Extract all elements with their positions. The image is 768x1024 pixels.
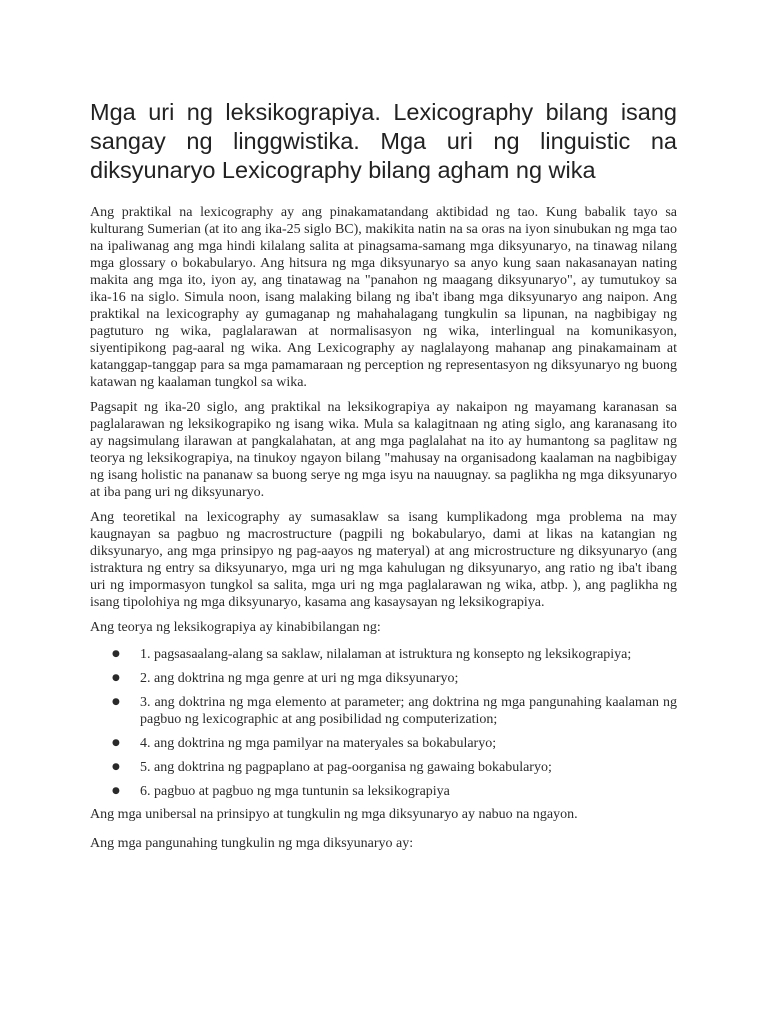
paragraph-universal-principles: Ang mga unibersal na prinsipyo at tungkulin ng mga diksyunaryo ay nabuo na ngayon. — [90, 807, 578, 822]
bullet-icon: ● — [112, 762, 120, 772]
list-intro: Ang teorya ng leksikograpiya ay kinabibilangan ng: — [90, 620, 381, 635]
paragraph-main-functions: Ang mga pangunahing tungkulin ng mga diksyunaryo ay: — [90, 836, 414, 851]
list-item-text: 6. pagbuo at pagbuo ng mga tuntunin sa leksikograpiya — [140, 784, 450, 799]
list-item — [90, 694, 677, 728]
paragraph-theoretical-lexicography: Ang teoretikal na lexicography ay sumasaklaw sa isang kumplikadong mga problema na may kaugnayan sa pagbuo ng macrostructure (pagpili ng bokabularyo, dami at likas na katangian ng diksyunaryo, ang mga prinsipyo ng pag-aayos ng materyal) at ang microstructure ng diksyunaryo (ang istraktura ng entry sa diksyunaryo, mga uri ng mga kahulugan ng diksyunaryo, ang ratio ng iba't ibang uri ng impormasyon tungkol sa salita, mga uri ng mga paglalarawan ng wika, atbp. ), ang paglikha ng isang tipolohiya ng mga diksyunaryo, kasama ang kasaysayan ng leksikograpiya. — [90, 510, 677, 610]
bullet-icon: ● — [112, 786, 120, 796]
list-item-text: 5. ang doktrina ng pagpaplano at pag-oorganisa ng gawaing bokabularyo; — [140, 760, 552, 775]
bullet-icon: ● — [112, 697, 120, 707]
list-item-text: 4. ang doktrina ng mga pamilyar na materyales sa bokabularyo; — [140, 736, 497, 751]
paragraph-twentieth-century: Pagsapit ng ika-20 siglo, ang praktikal na leksikograpiya ay nakaipon ng mayamang karanasan sa paglalarawan ng leksikograpiko ng isang wika. Mula sa kalagitnaan ng ating siglo, ang karanasang ito ay nagsimulang ilarawan at pangkalahatan, at ang mga paglalahat na ito ay humantong sa paglitaw ng teorya ng leksikograpiya, na tinukoy ngayon bilang "mahusay na organisadong kaalaman na nagbibigay ng isang holistic na pananaw sa buong serye ng mga isyu na nauugnay. sa paglikha ng mga diksyunaryo at iba pang uri ng diksyunaryo. — [90, 400, 677, 500]
document-page — [90, 98, 677, 860]
list-item-text: 3. ang doktrina ng mga elemento at parameter; ang doktrina ng mga pangunahing kaalaman ng pagbuo ng lexicographic at ang posibilidad ng computerization; — [140, 695, 677, 727]
list-item — [90, 646, 677, 663]
list-item — [90, 783, 677, 800]
paragraph-practical-lexicography: Ang praktikal na lexicography ay ang pinakamatandang aktibidad ng tao. Kung babalik tayo sa kulturang Sumerian (at ito ang ika-25 siglo BC), makikita natin na sa oras na iyon sinubukan ng mga tao na ipaliwanag ang mga hindi kilalang salita at pinagsama-samang mga diksyunaryo, na tinawag nilang mga glossary o bokabularyo. Ang hitsura ng mga diksyunaryo sa anyo kung saan nakasanayan nating makita ang mga ito, iyon ay, ang tinatawag na "panahon ng maagang diksyunaryo", ay tumutukoy sa ika-16 na siglo. Simula noon, isang malaking bilang ng iba't ibang mga diksyunaryo ang naipon. Ang praktikal na lexicography ay gumaganap ng mahahalagang tungkulin sa lipunan, na nagbibigay ng pagtuturo ng wika, paglalarawan at normalisasyon ng wika, interlingual na komunikasyon, siyentipikong pag-aaral ng wika. Ang Lexicography ay naglalayong mahanap ang pinakamainam at katanggap-tanggap para sa mga pamamaraan ng perception ng representasyon ng diksyunaryo ng buong katawan ng kaalaman tungkol sa wika. — [90, 205, 677, 390]
document-title: Mga uri ng leksikograpiya. Lexicography bilang isang sangay ng linggwistika. Mga uri ng linguistic na diksyunaryo Lexicography bilang agham ng wika — [90, 99, 677, 183]
bullet-icon: ● — [112, 673, 120, 683]
list-item-text: 1. pagsasaalang-alang sa saklaw, nilalaman at istruktura ng konsepto ng leksikograpiya; — [140, 647, 632, 662]
theory-list — [90, 646, 677, 800]
list-item — [90, 735, 677, 752]
bullet-icon: ● — [112, 738, 120, 748]
list-item — [90, 759, 677, 776]
bullet-icon: ● — [112, 649, 120, 659]
list-item-text: 2. ang doktrina ng mga genre at uri ng mga diksyunaryo; — [140, 671, 459, 686]
list-item — [90, 670, 677, 687]
